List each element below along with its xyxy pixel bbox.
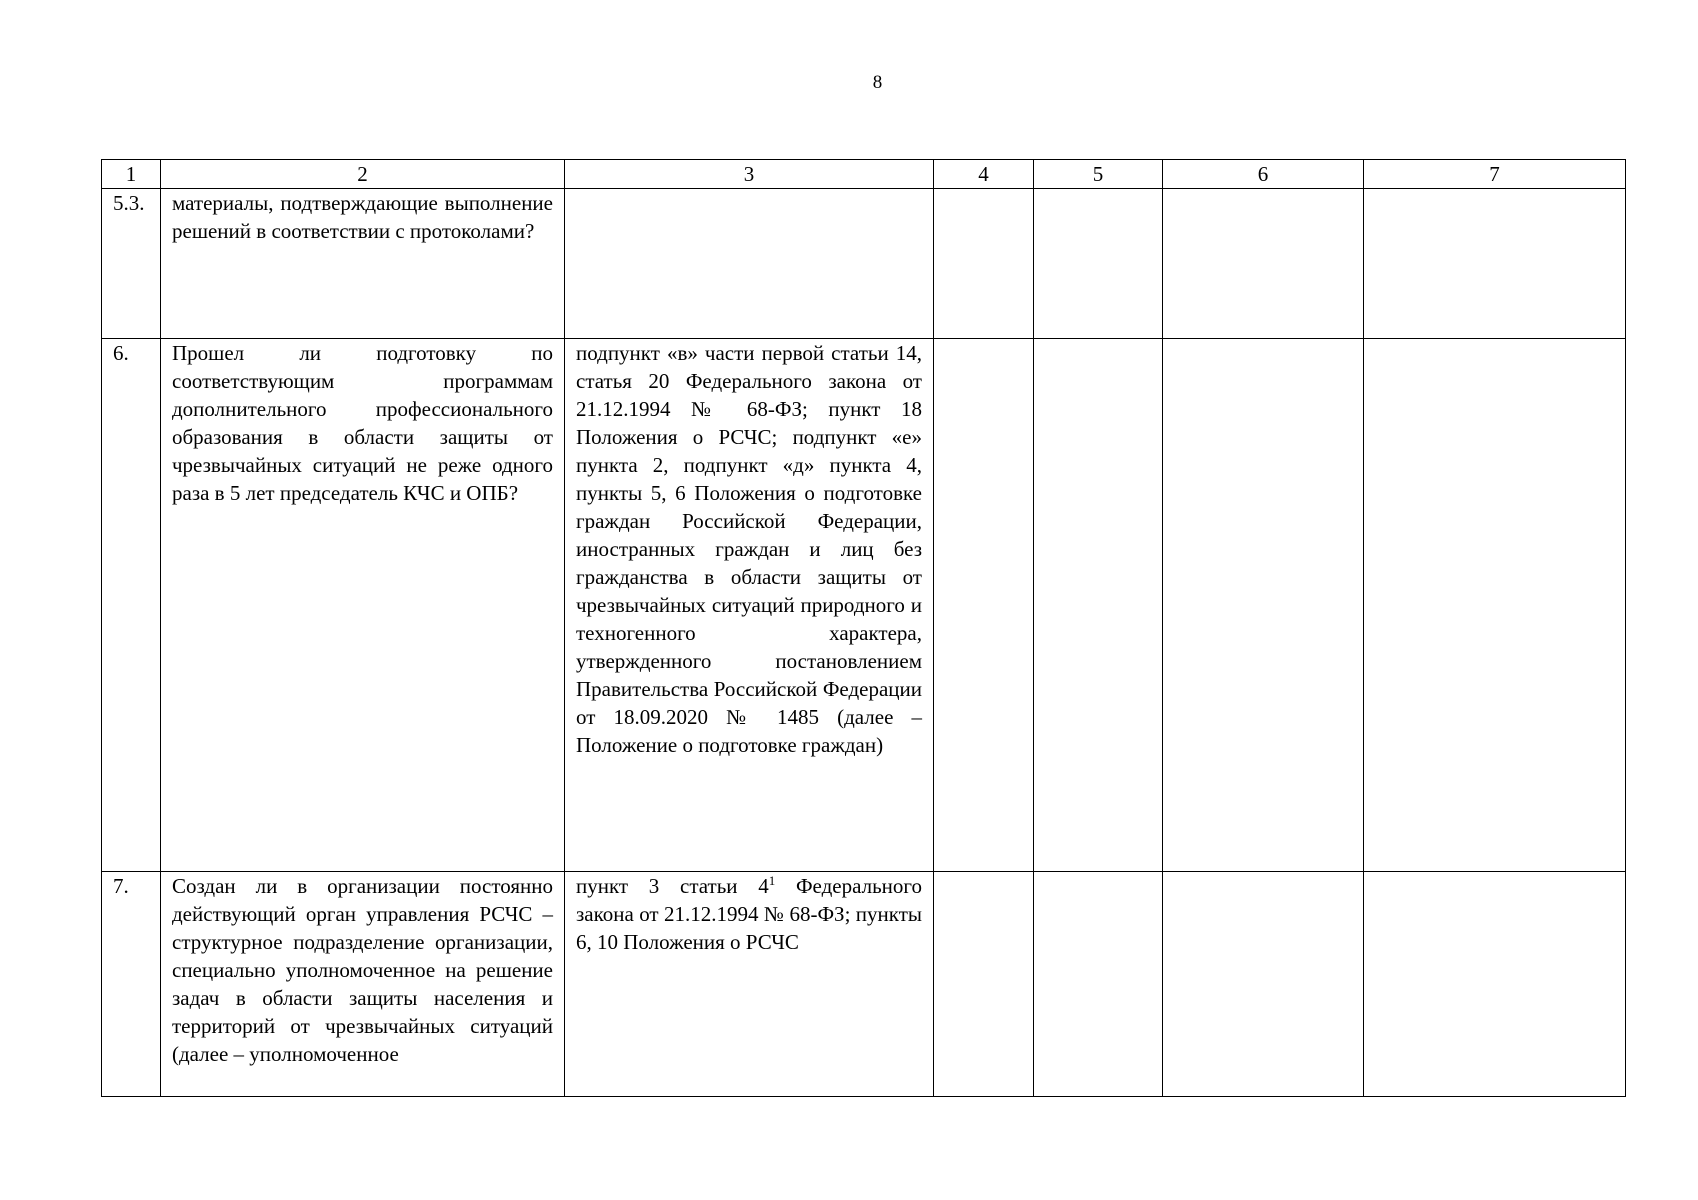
header-cell: 6 [1163, 160, 1364, 189]
question-cell: Прошел ли подготовку по соответствующим программам дополнительного профессионального образования в области защиты от чрезвычайных ситуаций не реже одного раза в 5 лет председатель КЧС и ОПБ? [161, 339, 565, 872]
header-cell: 1 [102, 160, 161, 189]
table-row [102, 189, 1626, 339]
page-number: 8 [872, 72, 883, 93]
header-cell: 3 [565, 160, 934, 189]
empty-cell [934, 339, 1034, 872]
row-number: 6. [102, 339, 161, 872]
header-cell: 7 [1364, 160, 1626, 189]
reference-cell: подпункт «в» части первой статьи 14, статья 20 Федерального закона от 21.12.1994 № 68-ФЗ; пункт 18 Положения о РСЧС; подпункт «е» пункта 2, подпункт «д» пункта 4, пункты 5, 6 Положения о подготовке граждан Российской Федерации, иностранных граждан и лиц без гражданства в области защиты от чрезвычайных ситуаций природного и техногенного характера, утвержденного постановлением Правительства Российской Федерации от 18.09.2020 № 1485 (далее – Положение о подготовке граждан) [565, 339, 934, 872]
empty-cell [934, 189, 1034, 339]
reference-text: пункт 3 статьи 4 [576, 874, 769, 898]
empty-cell [934, 872, 1034, 1097]
table-header-row [102, 160, 1626, 189]
table-row [102, 339, 1626, 872]
empty-cell [1163, 189, 1364, 339]
empty-cell [1034, 339, 1163, 872]
reference-cell [565, 872, 934, 1097]
reference-text: Федерального закона от 21.12.1994 № 68-ФЗ; пункты 6, 10 Положения о РСЧС [576, 874, 922, 954]
empty-cell [1364, 872, 1626, 1097]
empty-cell [1364, 189, 1626, 339]
empty-cell [1163, 339, 1364, 872]
superscript: 1 [768, 873, 776, 888]
question-cell: Создан ли в организации постоянно действующий орган управления РСЧС – структурное подразделение организации, специально уполномоченное на решение задач в области защиты населения и территорий от чрезвычайных ситуаций (далее – уполномоченное [161, 872, 565, 1097]
checklist-table [101, 159, 1626, 1097]
empty-cell [1034, 189, 1163, 339]
header-cell: 5 [1034, 160, 1163, 189]
empty-cell [1034, 872, 1163, 1097]
reference-cell [565, 189, 934, 339]
empty-cell [1364, 339, 1626, 872]
question-cell: материалы, подтверждающие выполнение решений в соответствии с протоколами? [161, 189, 565, 339]
header-cell: 4 [934, 160, 1034, 189]
row-number: 7. [102, 872, 161, 1097]
row-number: 5.3. [102, 189, 161, 339]
empty-cell [1163, 872, 1364, 1097]
table-row [102, 872, 1626, 1097]
header-cell: 2 [161, 160, 565, 189]
